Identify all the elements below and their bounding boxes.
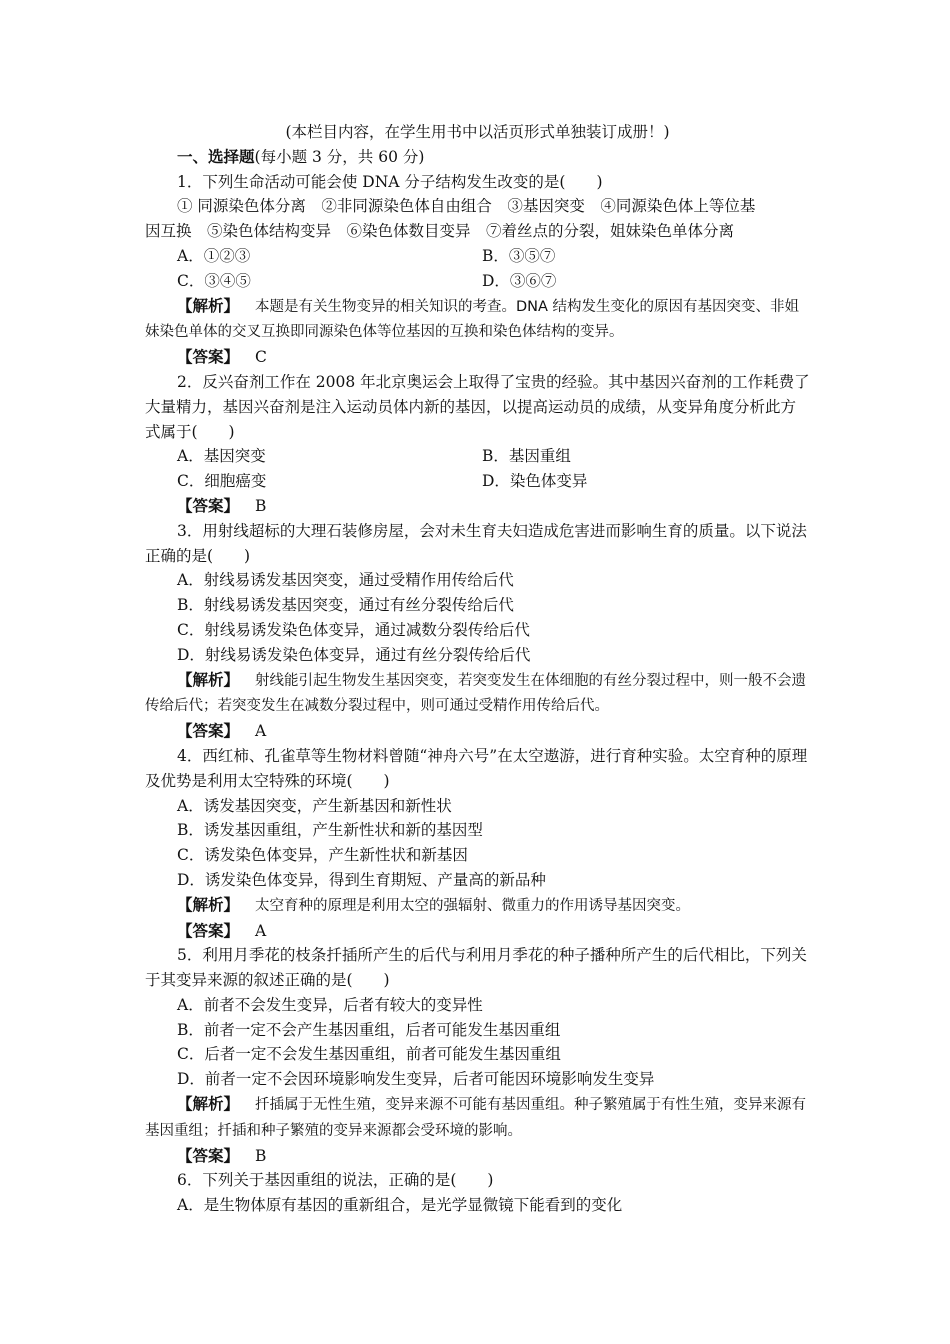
question-stem: 3．用射线超标的大理石装修房屋，会对未生育夫妇造成危害进而影响生育的质量。以下说法正确的是( ) [145, 521, 807, 565]
answer [145, 494, 810, 519]
option-d: D．③⑥⑦ [482, 271, 557, 290]
answer [145, 919, 810, 944]
option-d: D．前者一定不会因环境影响发生变异，后者可能因环境影响发生变异 [177, 1070, 655, 1089]
answer-value: B [255, 496, 267, 515]
answer-label: 【答案】 [177, 1145, 240, 1165]
question-stem: 2．反兴奋剂工作在 2008 年北京奥运会上取得了宝贵的经验。其中基因兴奋剂的工作耗费了大量精力，基因兴奋剂是注入运动员体内新的基因，以提高运动员的成绩，从变异角度分析此方式属于( ) [145, 372, 810, 441]
question-stem: 6．下列关于基因重组的说法，正确的是( ) [177, 1171, 494, 1190]
answer-value: B [255, 1146, 267, 1165]
question-stem: 1．下列生命活动可能会使 DNA 分子结构发生改变的是( ) [177, 172, 603, 191]
option-b: B．前者一定不会产生基因重组，后者可能发生基因重组 [177, 1020, 561, 1039]
analysis-text: 本题是有关生物变异的相关知识的考查。DNA 结构发生变化的原因有基因突变、非姐妹染色单体的交叉互换即同源染色体等位基因的互换和染色体结构的变异。 [145, 298, 800, 341]
option-a: A．是生物体原有基因的重新组合，是光学显微镜下能看到的变化 [177, 1196, 623, 1215]
answer [145, 345, 810, 370]
answer [145, 1144, 810, 1169]
question-items-line: 因互换 ⑤染色体结构变异 ⑥染色体数目变异 ⑦着丝点的分裂，姐妹染色单体分离 [145, 222, 735, 241]
section-note: (每小题 3 分，共 60 分) [254, 147, 425, 166]
option-c: C．细胞癌变 [177, 472, 267, 491]
answer-label: 【答案】 [177, 920, 240, 940]
option-a: A．①②③ [177, 246, 251, 265]
analysis-label: 【解析】 [177, 1094, 240, 1114]
question-stem: 5．利用月季花的枝条扦插所产生的后代与利用月季花的种子播种所产生的后代相比，下列关于其变异来源的叙述正确的是( ) [145, 946, 807, 990]
question-items-line: ① 同源染色体分离 ②非同源染色体自由组合 ③基因突变 ④同源染色体上等位基 [177, 197, 756, 216]
analysis [145, 1092, 810, 1144]
analysis-label: 【解析】 [177, 894, 240, 914]
option-b: B．射线易诱发基因突变，通过有丝分裂传给后代 [177, 596, 514, 615]
question-6 [145, 1168, 810, 1218]
option-c: C．射线易诱发染色体变异，通过减数分裂传给后代 [177, 620, 530, 639]
question-5 [145, 943, 810, 1168]
option-d: D．诱发染色体变异，得到生育期短、产量高的新品种 [177, 870, 546, 889]
analysis-text: 扦插属于无性生殖，变异来源不可能有基因重组。种子繁殖属于有性生殖，变异来源有基因重组；扦插和种子繁殖的变异来源都会受环境的影响。 [145, 1097, 807, 1139]
question-4 [145, 744, 810, 943]
option-row [145, 444, 810, 469]
question-1 [145, 170, 810, 370]
option-a: A．诱发基因突变，产生新基因和新性状 [177, 796, 452, 815]
option-d: D．染色体变异 [482, 472, 588, 491]
analysis-label: 【解析】 [177, 669, 240, 689]
analysis [145, 294, 810, 346]
answer-value: A [255, 921, 267, 940]
analysis-label: 【解析】 [177, 295, 240, 315]
answer-label: 【答案】 [177, 347, 240, 367]
answer-label: 【答案】 [177, 721, 240, 741]
section-heading [145, 145, 810, 170]
header-note: (本栏目内容，在学生用书中以活页形式单独装订成册！) [285, 123, 670, 141]
option-row [145, 244, 810, 269]
analysis-text: 射线能引起生物发生基因突变，若突变发生在体细胞的有丝分裂过程中，则一般不会遗传给后代；若突变发生在减数分裂过程中，则可通过受精作用传给后代。 [145, 672, 807, 715]
option-a: A．前者不会发生变异，后者有较大的变异性 [177, 995, 483, 1014]
answer-value: A [255, 722, 267, 741]
option-c: C．③④⑤ [177, 271, 251, 290]
section-title: 一、选择题 [177, 146, 255, 166]
question-2 [145, 370, 810, 519]
analysis [145, 893, 810, 919]
answer [145, 719, 810, 744]
option-b: B．诱发基因重组，产生新性状和新的基因型 [177, 821, 483, 840]
option-row [145, 269, 810, 294]
option-d: D．射线易诱发染色体变异，通过有丝分裂传给后代 [177, 645, 531, 664]
analysis-text: 太空育种的原理是利用太空的强辐射、微重力的作用诱导基因突变。 [255, 897, 691, 914]
option-c: C．诱发染色体变异，产生新性状和新基因 [177, 846, 468, 865]
option-a: A．基因突变 [177, 447, 266, 466]
option-b: B．基因重组 [482, 447, 571, 466]
option-c: C．后者一定不会发生基因重组，前者可能发生基因重组 [177, 1045, 561, 1064]
worksheet-page [145, 120, 810, 1218]
option-b: B．③⑤⑦ [482, 246, 556, 265]
question-3 [145, 519, 810, 744]
answer-value: C [255, 348, 267, 367]
question-stem: 4．西红柿、孔雀草等生物材料曾随“神舟六号”在太空遨游，进行育种实验。太空育种的原理及优势是利用太空特殊的环境( ) [145, 746, 808, 790]
option-row [145, 469, 810, 494]
answer-label: 【答案】 [177, 495, 240, 515]
option-a: A．射线易诱发基因突变，通过受精作用传给后代 [177, 571, 514, 590]
analysis [145, 668, 810, 720]
